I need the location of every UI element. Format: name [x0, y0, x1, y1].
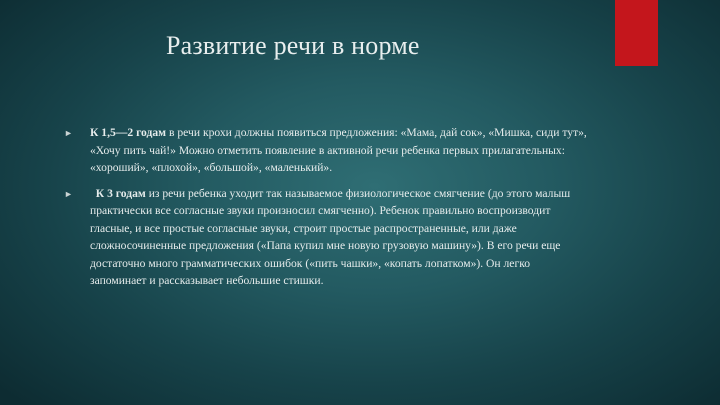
arrow-right-icon: ► [64, 128, 73, 138]
bullet-item [64, 124, 588, 177]
bullet-list [64, 124, 588, 298]
bullet-item [64, 185, 588, 290]
bullet-text: из речи ребенка уходит так называемое физиологическое смягчение (до этого малыш практически все согласные звуки произносил смягченно). Ребенок правильно воспроизводит гласные, и все простые согласные звуки, строит простые распространенные, или даже сложносочиненные предложения («Папа купил мне новую грузовую машину»). В его речи еще достаточно много грамматических ошибок («пить чашки», «копать лопатком»). Он легко запоминает и рассказывает небольшие стишки. [90, 186, 571, 287]
bullet-lead: К 1,5—2 годам [90, 126, 167, 139]
bullet-text: в речи крохи должны появиться предложения: «Мама, дай сок», «Мишка, сиди тут», «Хочу пить чай!» Можно отметить появление в активной речи ребенка первых прилагательных: «хороший», «плохой», «большой», «маленький». [90, 126, 587, 174]
bullet-lead: К 3 годам [95, 186, 146, 200]
arrow-right-icon: ► [64, 188, 73, 199]
accent-bar [615, 0, 658, 66]
slide-title: Развитие речи в норме [166, 31, 420, 60]
